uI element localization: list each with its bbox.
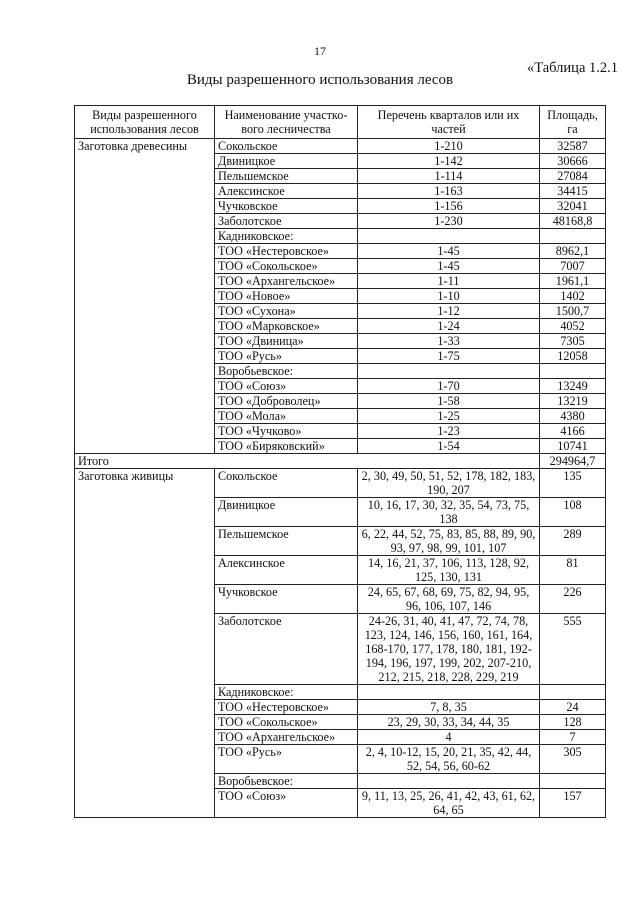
forestry-name-cell: ТОО «Сухона»: [215, 304, 358, 319]
area-cell: 1961,1: [540, 274, 606, 289]
area-cell: 135: [540, 469, 606, 498]
forest-use-table: [74, 105, 606, 818]
quarters-cell: 4: [358, 730, 540, 745]
area-cell: [540, 774, 606, 789]
area-cell: 7: [540, 730, 606, 745]
quarters-cell: 1-33: [358, 334, 540, 349]
quarters-cell: 1-45: [358, 244, 540, 259]
quarters-cell: 2, 4, 10-12, 15, 20, 21, 35, 42, 44, 52, 54, 56, 60-62: [358, 745, 540, 774]
quarters-cell: [358, 685, 540, 700]
quarters-cell: 23, 29, 30, 33, 34, 44, 35: [358, 715, 540, 730]
forestry-name-cell: ТОО «Доброволец»: [215, 394, 358, 409]
quarters-cell: 1-114: [358, 169, 540, 184]
forestry-name-cell: Пельшемское: [215, 169, 358, 184]
area-cell: 8962,1: [540, 244, 606, 259]
quarters-cell: 24-26, 31, 40, 41, 47, 72, 74, 78, 123, 124, 146, 156, 160, 161, 164, 168-170, 177, 178, 180, 181, 192-194, 196, 197, 199, 202, 207-210, 212, 215, 218, 228, 229, 219: [358, 614, 540, 685]
area-cell: 4052: [540, 319, 606, 334]
header-area: Площадь, га: [540, 106, 606, 139]
area-cell: 157: [540, 789, 606, 818]
area-cell: 24: [540, 700, 606, 715]
quarters-cell: 6, 22, 44, 52, 75, 83, 85, 88, 89, 90, 93, 97, 98, 99, 101, 107: [358, 527, 540, 556]
area-cell: 4166: [540, 424, 606, 439]
table-header-row: [75, 106, 606, 139]
quarters-cell: 1-54: [358, 439, 540, 454]
quarters-cell: 2, 30, 49, 50, 51, 52, 178, 182, 183, 190, 207: [358, 469, 540, 498]
quarters-cell: 1-11: [358, 274, 540, 289]
forestry-name-cell: ТОО «Нестеровское»: [215, 244, 358, 259]
quarters-cell: 7, 8, 35: [358, 700, 540, 715]
forestry-name-cell: Чучковское: [215, 585, 358, 614]
forestry-name-cell: ТОО «Мола»: [215, 409, 358, 424]
area-cell: 1402: [540, 289, 606, 304]
area-cell: 30666: [540, 154, 606, 169]
forestry-name-cell: Заболотское: [215, 214, 358, 229]
area-cell: 12058: [540, 349, 606, 364]
forestry-name-cell: ТОО «Двиница»: [215, 334, 358, 349]
forestry-name-cell: ТОО «Нестеровское»: [215, 700, 358, 715]
forestry-name-cell: ТОО «Союз»: [215, 379, 358, 394]
total-section: [75, 454, 606, 469]
quarters-cell: 10, 16, 17, 30, 32, 35, 54, 73, 75, 138: [358, 498, 540, 527]
section-timber: [75, 139, 606, 454]
quarters-cell: 1-24: [358, 319, 540, 334]
forestry-name-cell: Чучковское: [215, 199, 358, 214]
quarters-cell: 1-12: [358, 304, 540, 319]
use-type-cell: Заготовка живицы: [75, 469, 215, 818]
forestry-name-cell: ТОО «Архангельское»: [215, 274, 358, 289]
quarters-cell: 1-70: [358, 379, 540, 394]
area-cell: 81: [540, 556, 606, 585]
quarters-cell: 1-45: [358, 259, 540, 274]
quarters-cell: 1-10: [358, 289, 540, 304]
forestry-name-cell: ТОО «Сокольское»: [215, 259, 358, 274]
area-cell: 10741: [540, 439, 606, 454]
area-cell: 128: [540, 715, 606, 730]
forestry-name-cell: ТОО «Русь»: [215, 349, 358, 364]
forestry-name-cell: Воробьевское:: [215, 364, 358, 379]
quarters-cell: 1-75: [358, 349, 540, 364]
area-cell: [540, 685, 606, 700]
header-forestry-name: Наименование участко-вого лесничества: [215, 106, 358, 139]
forestry-name-cell: ТОО «Новое»: [215, 289, 358, 304]
forestry-name-cell: Сокольское: [215, 469, 358, 498]
area-cell: 13249: [540, 379, 606, 394]
quarters-cell: 24, 65, 67, 68, 69, 75, 82, 94, 95, 96, 106, 107, 146: [358, 585, 540, 614]
area-cell: 32041: [540, 199, 606, 214]
forestry-name-cell: ТОО «Биряковский»: [215, 439, 358, 454]
forestry-name-cell: Сокольское: [215, 139, 358, 154]
area-cell: 305: [540, 745, 606, 774]
forestry-name-cell: ТОО «Сокольское»: [215, 715, 358, 730]
forestry-name-cell: Заболотское: [215, 614, 358, 685]
forestry-name-cell: Двиницкое: [215, 154, 358, 169]
area-cell: 1500,7: [540, 304, 606, 319]
area-cell: 34415: [540, 184, 606, 199]
quarters-cell: 9, 11, 13, 25, 26, 41, 42, 43, 61, 62, 64, 65: [358, 789, 540, 818]
header-use-type: Виды разрешенного использования лесов: [75, 106, 215, 139]
forestry-name-cell: Алексинское: [215, 184, 358, 199]
total-row: [75, 454, 606, 469]
forestry-name-cell: Пельшемское: [215, 527, 358, 556]
page-number: 17: [314, 44, 326, 58]
use-type-cell: Заготовка древесины: [75, 139, 215, 454]
forestry-name-cell: Двиницкое: [215, 498, 358, 527]
area-cell: 555: [540, 614, 606, 685]
area-cell: [540, 364, 606, 379]
forestry-name-cell: ТОО «Марковское»: [215, 319, 358, 334]
quarters-cell: 1-163: [358, 184, 540, 199]
area-cell: 48168,8: [540, 214, 606, 229]
header-quarters: Перечень кварталов или их частей: [358, 106, 540, 139]
quarters-cell: [358, 774, 540, 789]
quarters-cell: 1-142: [358, 154, 540, 169]
quarters-cell: 1-210: [358, 139, 540, 154]
forestry-name-cell: Кадниковское:: [215, 229, 358, 244]
forestry-name-cell: ТОО «Союз»: [215, 789, 358, 818]
area-cell: 13219: [540, 394, 606, 409]
area-cell: 27084: [540, 169, 606, 184]
area-cell: 7305: [540, 334, 606, 349]
total-area: 294964,7: [540, 454, 606, 469]
area-cell: 7007: [540, 259, 606, 274]
forestry-name-cell: ТОО «Чучково»: [215, 424, 358, 439]
table-title: Виды разрешенного использования лесов: [186, 72, 454, 88]
quarters-cell: 1-156: [358, 199, 540, 214]
forestry-name-cell: Алексинское: [215, 556, 358, 585]
area-cell: 32587: [540, 139, 606, 154]
quarters-cell: 1-23: [358, 424, 540, 439]
forestry-name-cell: ТОО «Русь»: [215, 745, 358, 774]
quarters-cell: 1-25: [358, 409, 540, 424]
table-row: [75, 469, 606, 498]
area-cell: 4380: [540, 409, 606, 424]
quarters-cell: [358, 364, 540, 379]
quarters-cell: [358, 229, 540, 244]
table-caption: «Таблица 1.2.1: [526, 60, 618, 76]
forestry-name-cell: ТОО «Архангельское»: [215, 730, 358, 745]
area-cell: 226: [540, 585, 606, 614]
section-resin: [75, 469, 606, 818]
forestry-name-cell: Кадниковское:: [215, 685, 358, 700]
total-label: Итого: [75, 454, 540, 469]
area-cell: [540, 229, 606, 244]
area-cell: 108: [540, 498, 606, 527]
table-row: [75, 139, 606, 154]
area-cell: 289: [540, 527, 606, 556]
quarters-cell: 14, 16, 21, 37, 106, 113, 128, 92, 125, 130, 131: [358, 556, 540, 585]
quarters-cell: 1-230: [358, 214, 540, 229]
quarters-cell: 1-58: [358, 394, 540, 409]
forestry-name-cell: Воробьевское:: [215, 774, 358, 789]
